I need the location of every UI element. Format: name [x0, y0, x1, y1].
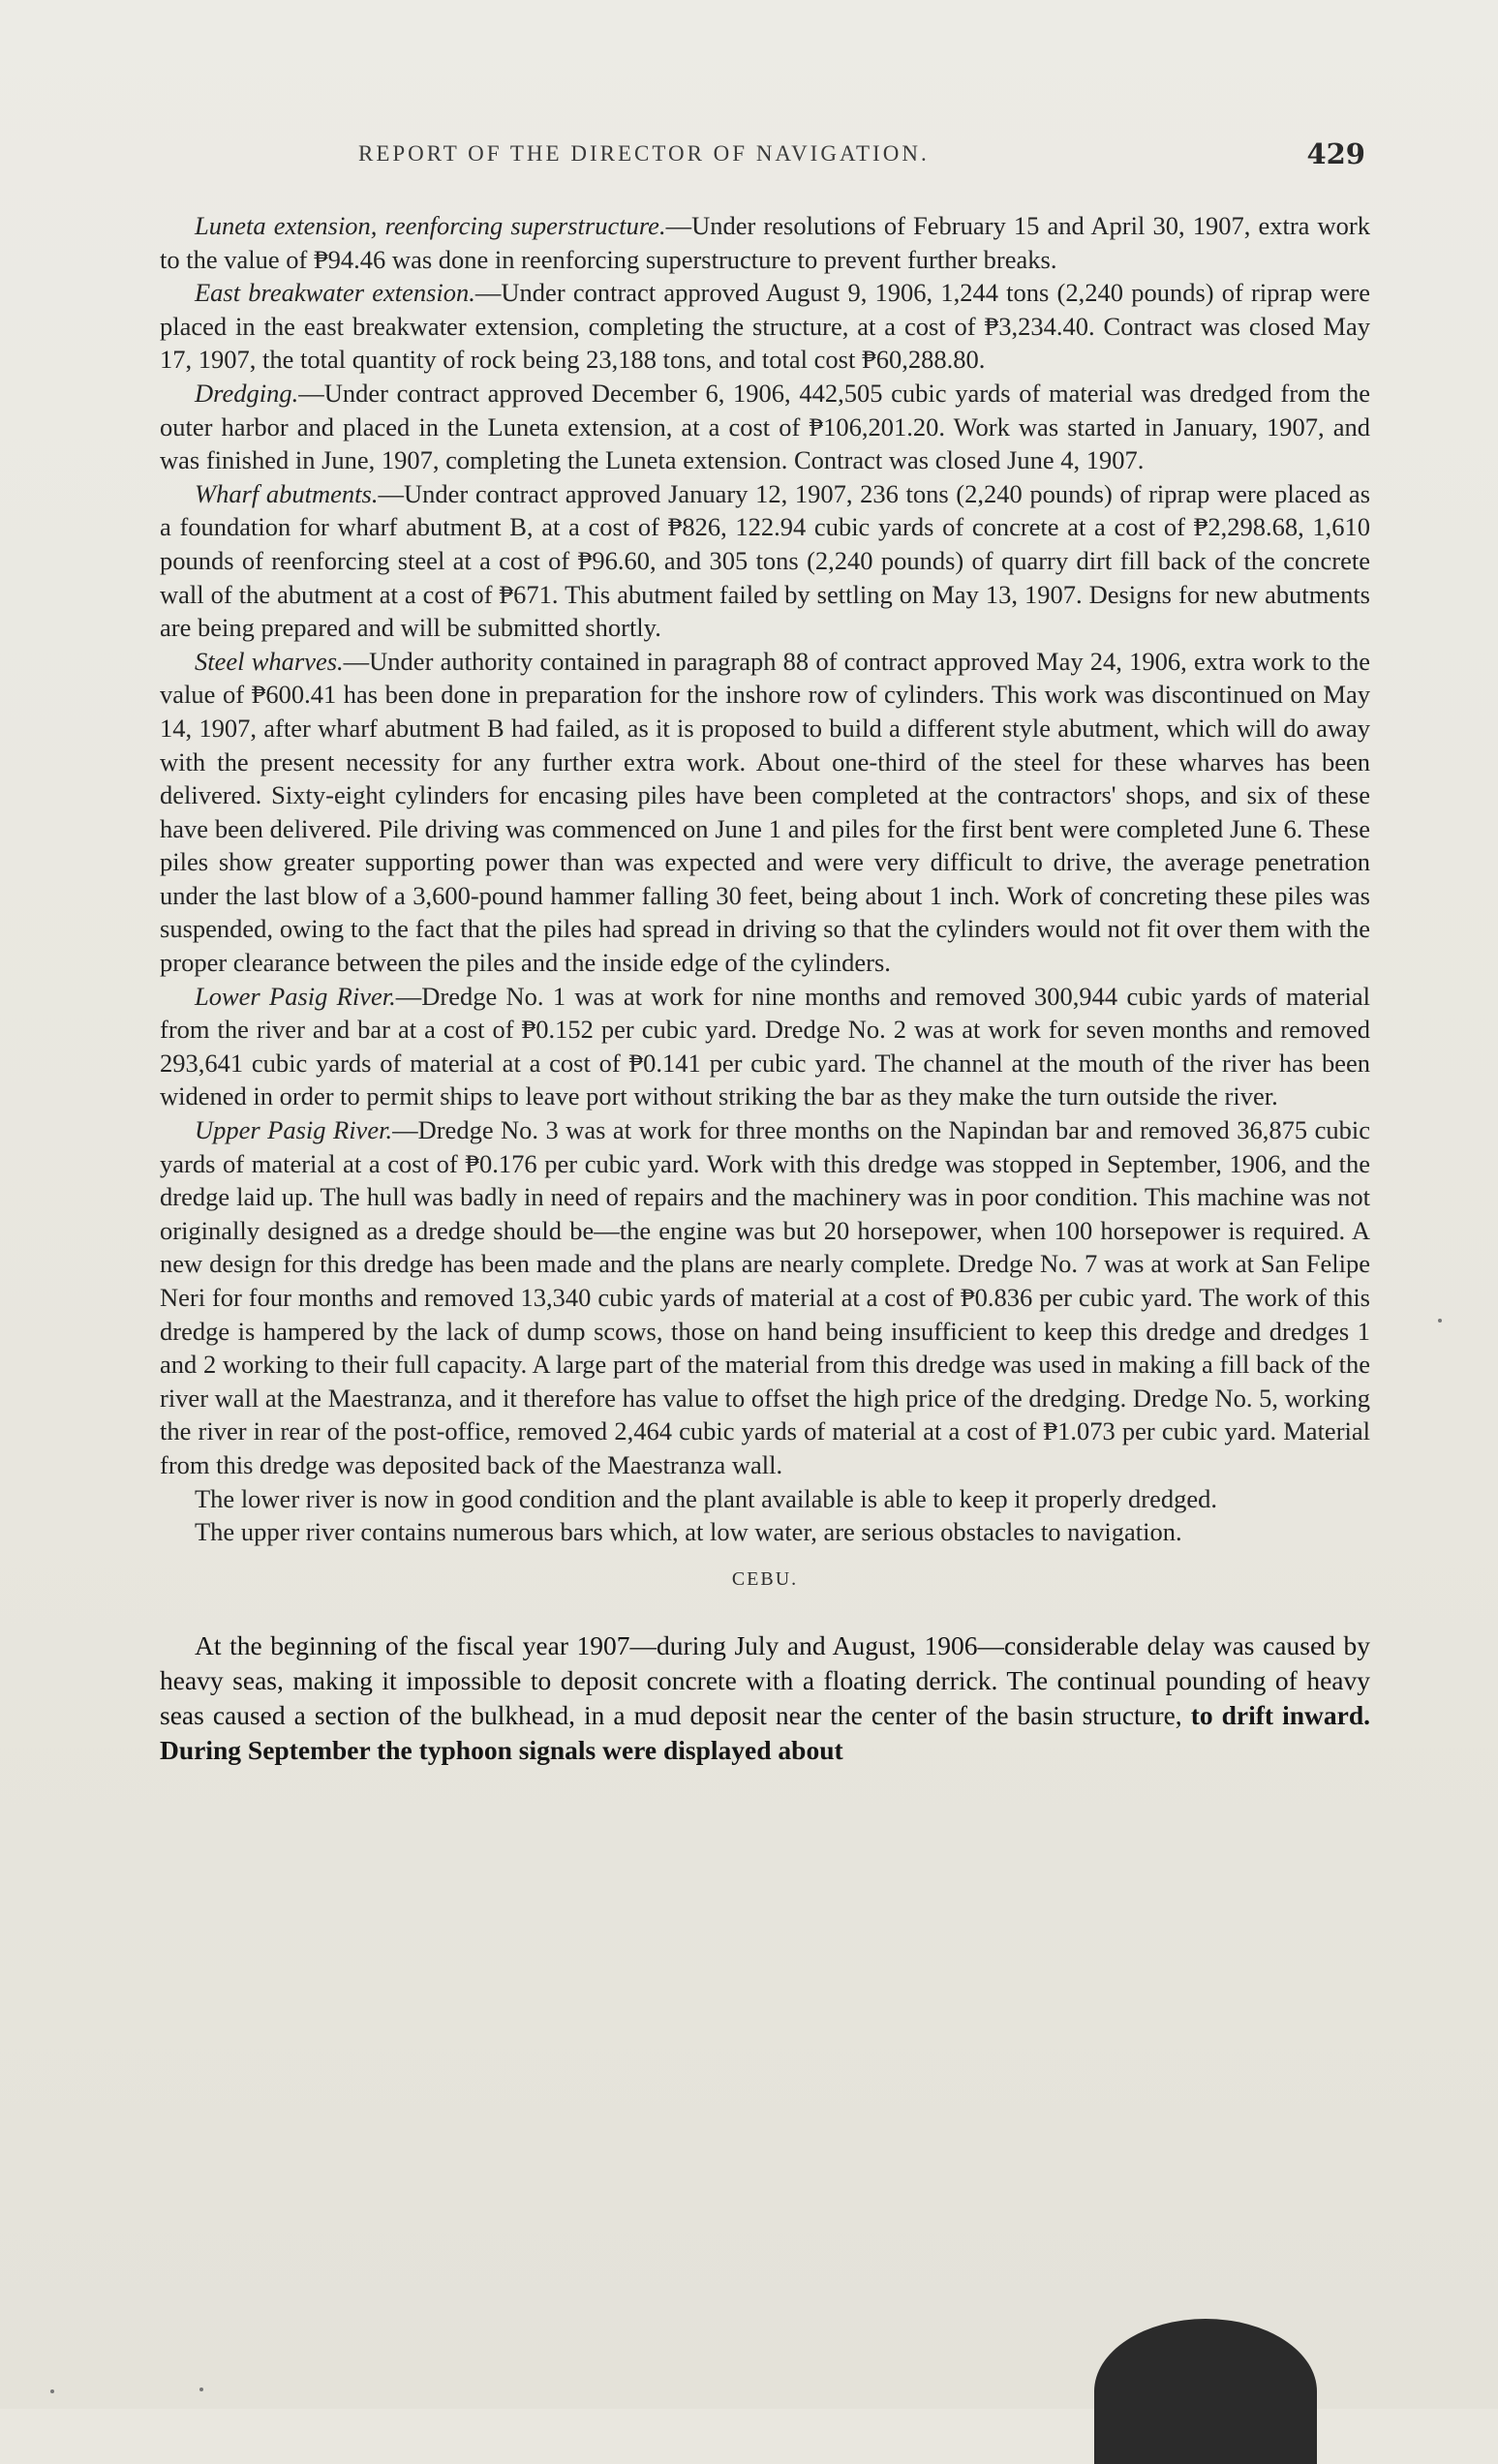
paragraph-heading: Steel wharves. — [195, 646, 344, 676]
paragraph-east-breakwater — [160, 276, 1370, 377]
body-text — [160, 209, 1370, 1768]
paragraph-heading: Luneta extension, reenforcing superstructure. — [195, 211, 666, 240]
paragraph-heading: Lower Pasig River. — [195, 981, 396, 1011]
paragraph-upper-river-bars — [160, 1515, 1370, 1549]
paragraph-text: —Under contract approved January 12, 1907, 236 tons (2,240 pounds) of riprap were placed as a foundation for wharf abutment B, at a cost of ₱826, 122.94 cubic yards of concrete at a cost of ₱2,298.68, 1,610 pounds of reenforcing steel at a cost of ₱96.60, and 305 tons (2,240 pounds) of quarry dirt fill back of the concrete wall of the abutment at a cost of ₱671. This abutment failed by settling on May 13, 1907. Designs for new abutments are being prepared and will be submitted shortly. — [160, 478, 1371, 643]
paragraph-text-bold: to drift inward. During September the typhoon signals were displayed about — [160, 1700, 1371, 1766]
paragraph-heading: Upper Pasig River. — [195, 1115, 393, 1145]
ink-blot — [1094, 2319, 1317, 2464]
paragraph-text: —Under resolutions of February 15 and April 30, 1907, extra work to the value of ₱94.46 was done in reenforcing superstructure to prevent further breaks. — [160, 211, 1370, 274]
paragraph-text: —Under authority contained in paragraph 88 of contract approved May 24, 1906, extra work to the value of ₱600.41 has been done in preparation for the inshore row of cylinders. This work was discontinued on May 14, 1907, after wharf abutment B had failed, as it is proposed to build a different style abutment, which will do away with the present necessity for any further extra work. About one-third of the steel for these wharves has been delivered. Sixty-eight cylinders for encasing piles have been completed at the contractors' shops, and six of these have been delivered. Pile driving was commenced on June 1 and piles for the first bent were completed June 6. These piles show greater supporting power than was expected and were very difficult to drive, the average penetration under the last blow of a 3,600-pound hammer falling 30 feet, being about 1 inch. Work of concreting these piles was suspended, owing to the fact that the piles had spread in driving so that the cylinders would not fit over them with the proper clearance between the piles and the inside edge of the cylinders. — [160, 646, 1371, 978]
page-number: 429 — [1306, 137, 1365, 170]
ink-speck — [50, 2389, 54, 2393]
paragraph-text: —Under contract approved August 9, 1906, 1,244 tons (2,240 pounds) of riprap were placed in the east breakwater extension, completing the structure, at a cost of ₱3,234.40. Contract was closed May 17, 1907, the total quantity of rock being 23,188 tons, and total cost ₱60,288.80. — [160, 278, 1370, 375]
ink-speck — [1438, 1319, 1442, 1323]
ink-speck — [199, 2388, 203, 2391]
paragraph-text: At the beginning of the fiscal year 1907—during July and August, 1906—considerable delay was caused by heavy seas, making it impossible to deposit concrete with a floating derrick. The continual pounding of heavy seas caused a section of the bulkhead, in a mud deposit near the center of the basin structure, — [160, 1630, 1370, 1731]
paragraph-lower-river-condition — [160, 1482, 1370, 1516]
paragraph-dredging — [160, 377, 1370, 477]
section-heading-cebu: CEBU. — [731, 1567, 799, 1590]
paragraph-upper-pasig — [160, 1113, 1370, 1482]
paragraph-heading: East breakwater extension. — [195, 278, 475, 308]
paragraph-text: —Dredge No. 3 was at work for three months on the Napindan bar and removed 36,875 cubic yards of material at a cost of ₱0.176 per cubic yard. Work with this dredge was stopped in September, 1906, and the dredge laid up. The hull was badly in need of repairs and the machinery was in poor condition. This machine was not originally designed as a dredge should be—the engine was but 20 horsepower, when 100 horsepower is required. A new design for this dredge has been made and the plans are nearly complete. Dredge No. 7 was at work at San Felipe Neri for four months and removed 13,340 cubic yards of material at a cost of ₱0.836 per cubic yard. The work of this dredge is hampered by the lack of dump scows, those on hand being insufficient to keep this dredge and dredges 1 and 2 working to their full capacity. A large part of the material from this dredge was used in making a fill back of the river wall at the Maestranza, and it therefore has value to offset the high price of the dredging. Dredge No. 5, working the river in rear of the post-office, removed 2,464 cubic yards of material at a cost of ₱1.073 per cubic yard. Material from this dredge was deposited back of the Maestranza wall. — [160, 1115, 1370, 1479]
paragraph-luneta-extension — [160, 209, 1370, 276]
paragraph-text: The lower river is now in good condition and the plant available is able to keep it properly dredged. — [195, 1483, 1218, 1513]
paragraph-heading: Wharf abutments. — [195, 478, 379, 508]
page-header — [165, 137, 1365, 176]
paragraph-cebu — [160, 1628, 1370, 1768]
paragraph-text: —Dredge No. 1 was at work for nine months and removed 300,944 cubic yards of material from the river and bar at a cost of ₱0.152 per cubic yard. Dredge No. 2 was at work for seven months and removed 293,641 cubic yards of material at a cost of ₱0.141 per cubic yard. The channel at the mouth of the river has been widened in order to permit ships to leave port without striking the bar as they make the turn outside the river. — [160, 981, 1370, 1111]
paragraph-lower-pasig — [160, 980, 1370, 1113]
running-head: REPORT OF THE DIRECTOR OF NAVIGATION. — [358, 141, 930, 166]
paragraph-text: —Under contract approved December 6, 1906, 442,505 cubic yards of material was dredged from the outer harbor and placed in the Luneta extension, at a cost of ₱106,201.20. Work was started in January, 1907, and was finished in June, 1907, completing the Luneta extension. Contract was closed June 4, 1907. — [160, 378, 1370, 475]
paragraph-wharf-abutments — [160, 477, 1370, 645]
paragraph-heading: Dredging. — [195, 378, 299, 408]
paragraph-text: The upper river contains numerous bars which, at low water, are serious obstacles to navigation. — [195, 1517, 1182, 1547]
paragraph-steel-wharves — [160, 645, 1370, 980]
